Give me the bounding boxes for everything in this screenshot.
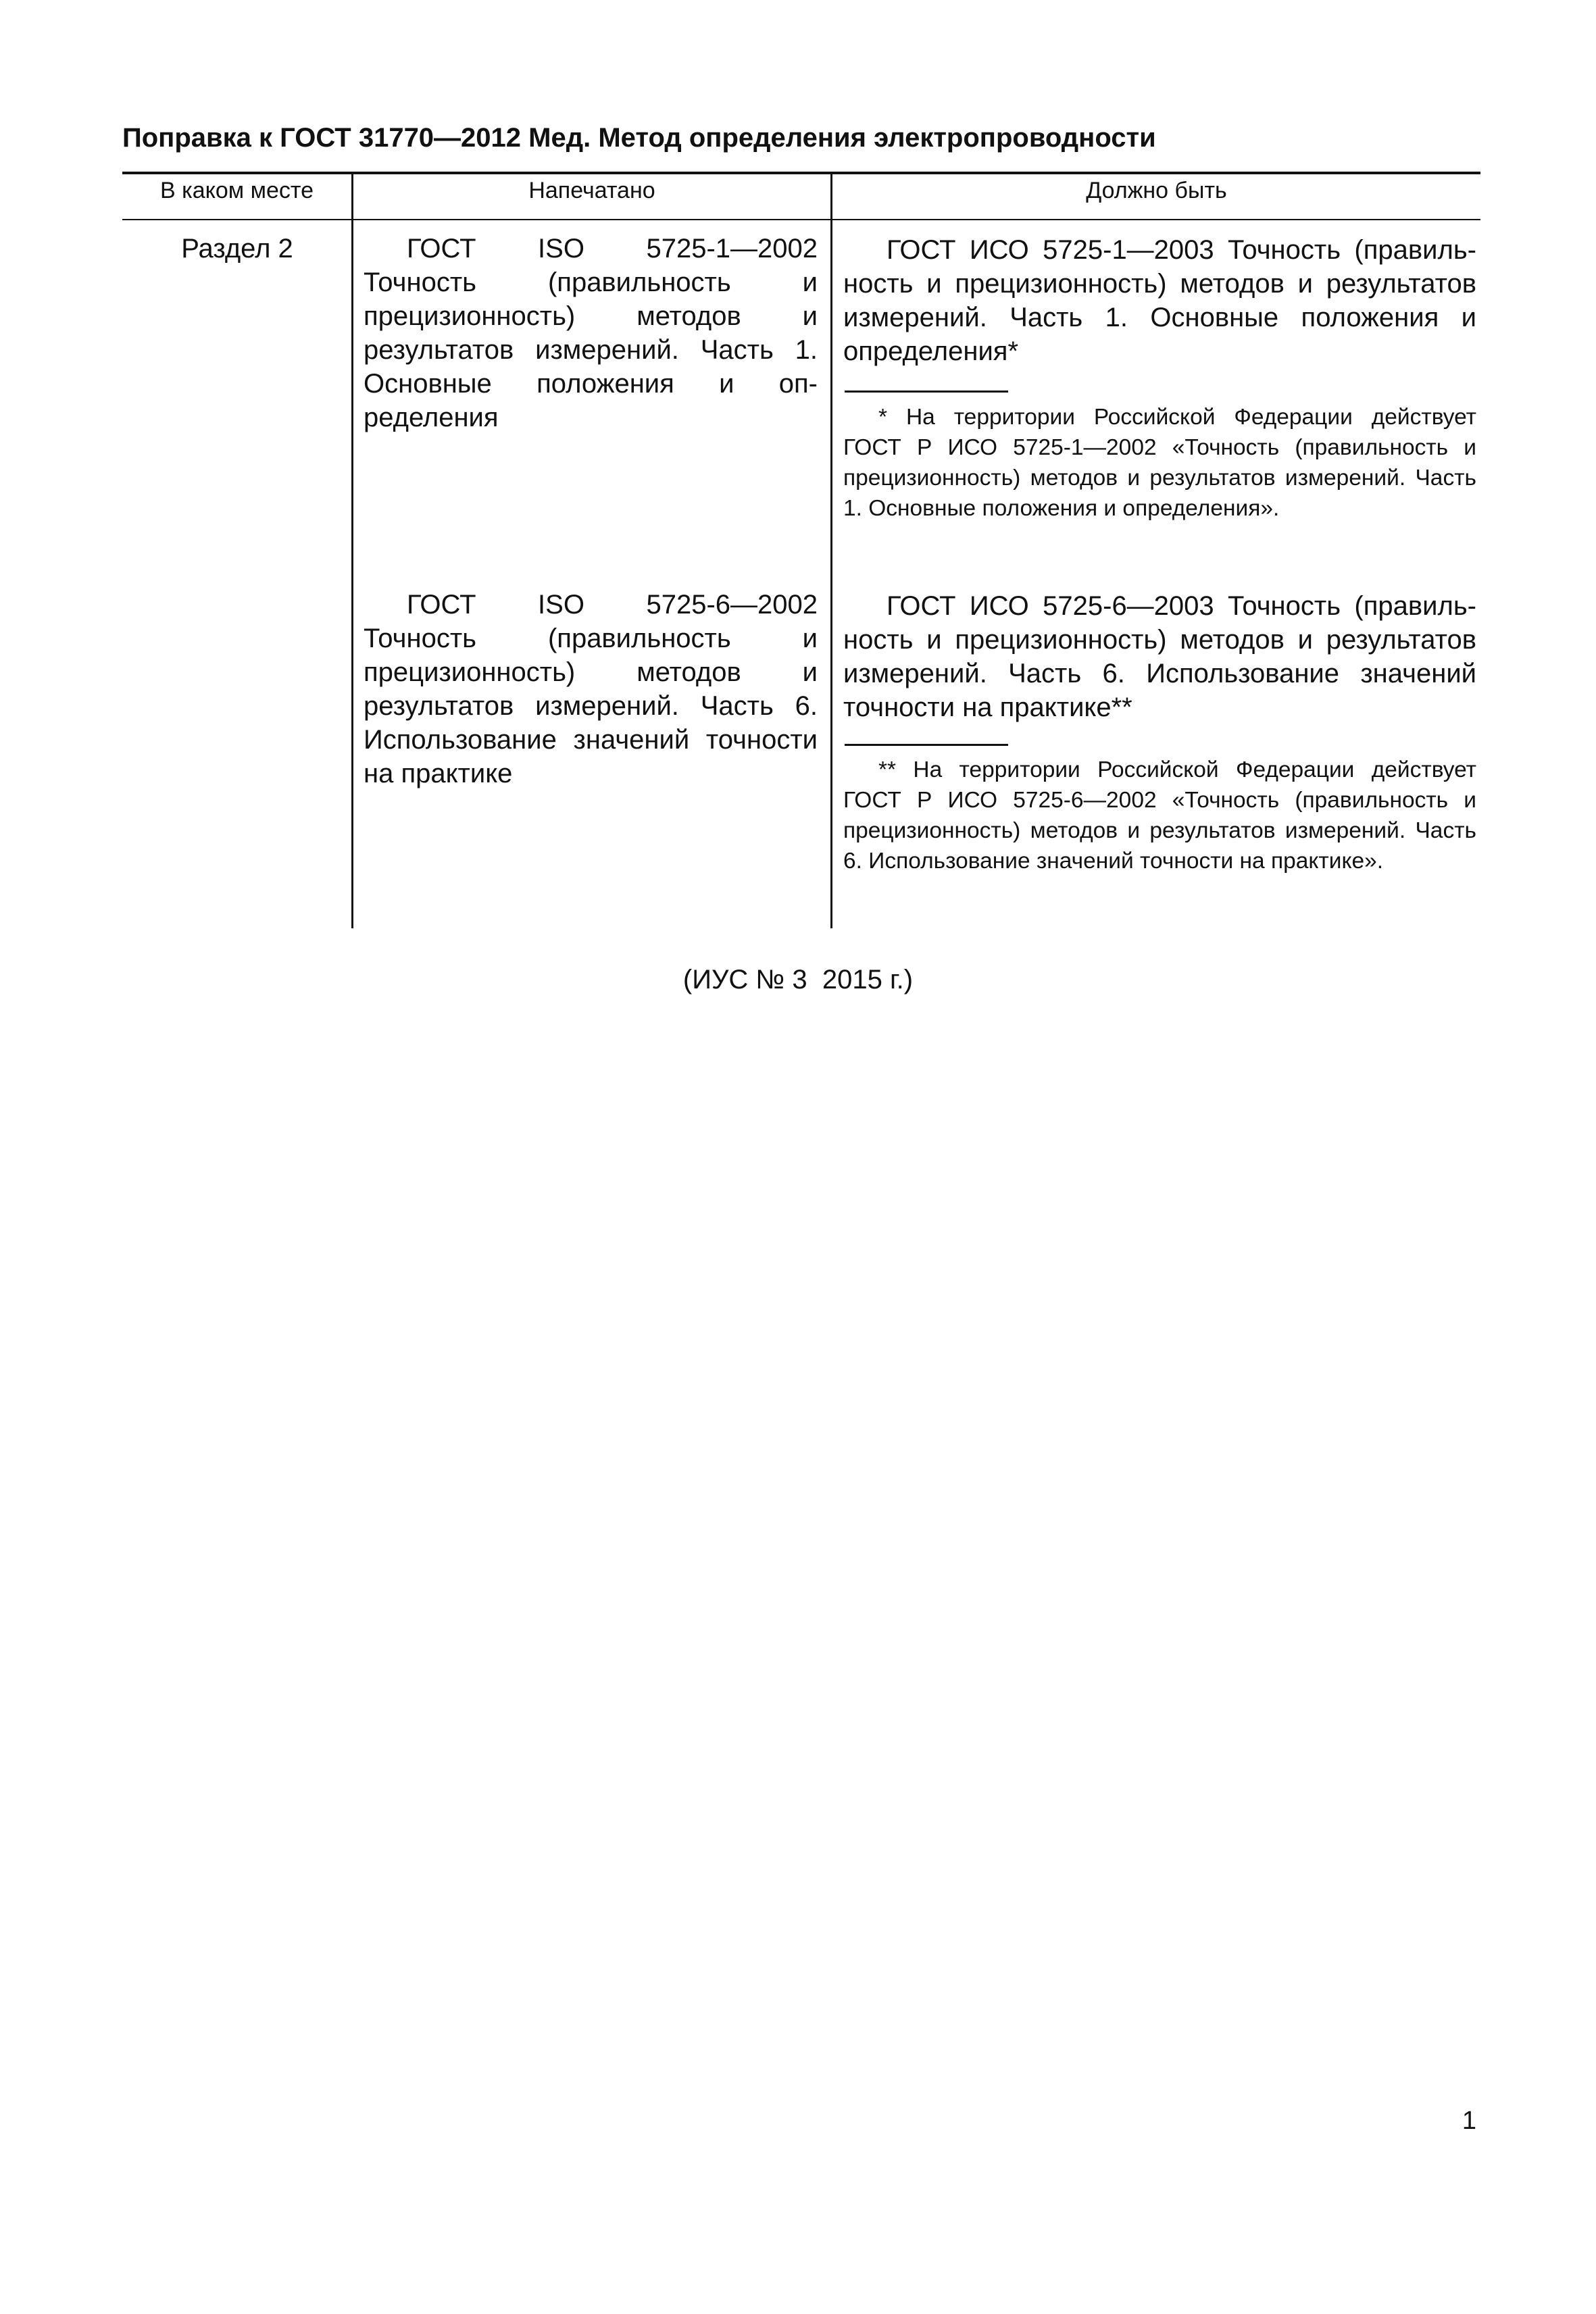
table-top-rule [122, 172, 1480, 174]
column-divider-1 [351, 173, 353, 928]
footnote-2: ** На территории Российской Федерации действует ГОСТ Р ИСО 5725-6—2002 «Точность (правильность и прецизионность) методов и результатов измерений. Часть 6. Использование значений точности на практике». [843, 757, 1476, 874]
printed-cell-1: ГОСТ ISO 5725-1—2002 Точность (правильность и прецизионность) методов и результатов измерений. Часть 1. Основные положения и определения [364, 234, 818, 432]
printed-cell-2: ГОСТ ISO 5725-6—2002 Точность (правильность и прецизионность) методов и результатов измерений. Часть 6. Использование значений точности на практике [364, 590, 818, 788]
table-header-rule [122, 219, 1480, 220]
source-reference: (ИУС № 3 2015 г.) [682, 965, 914, 995]
column-divider-2 [830, 173, 832, 928]
header-printed: Напечатано [528, 178, 655, 203]
should-be-cell-2: ГОСТ ИСО 5725-6—2003 Точность (правильность и прецизионность) методов и результатов измерений. Часть 6. Использование значений точности на практике** [843, 591, 1476, 722]
header-should-be: Должно быть [1086, 178, 1227, 203]
should-be-cell-1: ГОСТ ИСО 5725-1—2003 Точность (правильность и прецизионность) методов и результатов измерений. Часть 1. Основные положения и определения* [843, 235, 1476, 366]
footnote-rule-2 [845, 744, 1008, 746]
document-title: Поправка к ГОСТ 31770—2012 Мед. Метод определения электропроводности [122, 123, 1156, 153]
row-place-cell: Раздел 2 [181, 234, 293, 263]
header-place: В каком месте [159, 178, 314, 203]
footnote-1: * На территории Российской Федерации действует ГОСТ Р ИСО 5725-1—2002 «Точность (правильность и прецизионность) методов и результатов измерений. Часть 1. Основные положения и определения». [843, 405, 1476, 521]
page-number: 1 [1462, 2107, 1476, 2135]
footnote-rule-1 [845, 391, 1008, 393]
